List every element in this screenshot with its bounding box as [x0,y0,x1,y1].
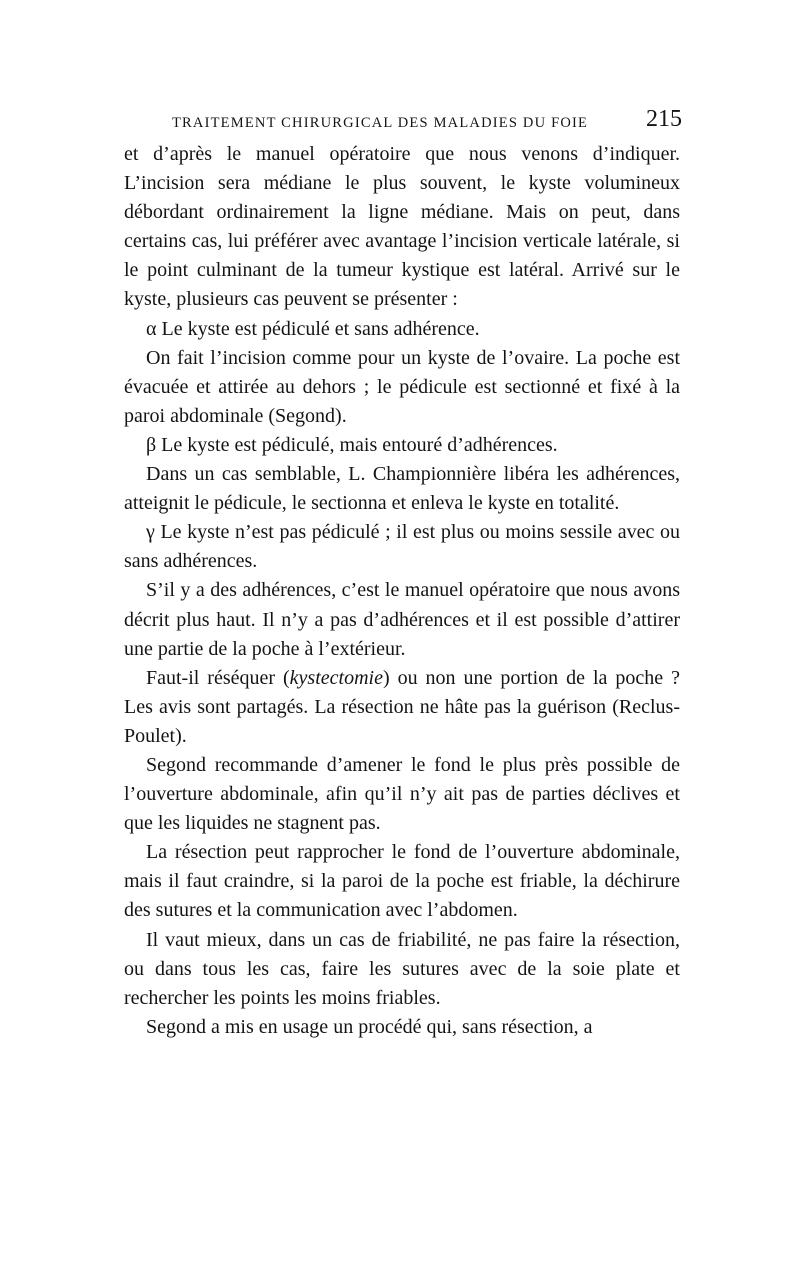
paragraph: S’il y a des adhérences, c’est le manuel opératoire que nous avons décrit plus haut. Il n’y a pas d’adhérences et il est possible d’attirer une partie de la poche à l’extérieur. [124,579,680,660]
page-number: 215 [646,106,682,132]
case-alpha-heading: α Le kyste est pédiculé et sans adhérence. [146,317,480,340]
italic-term: kystectomie [289,666,383,689]
paragraph: Segond recommande d’amener le fond le plus près possible de l’ouverture abdominale, afin qu’il n’y ait pas de parties déclives et que les liquides ne stagnent pas. [124,753,680,835]
text-span: ) ou non une portion de la poche ? Les avis sont partagés. La résection ne hâte pas la guérison (Reclus-Poulet). [124,666,680,747]
case-gamma-heading: γ Le kyste n’est pas pédiculé ; il est plus ou moins sessile avec ou sans adhérences. [124,521,680,573]
paragraph-continuation: et d’après le manuel opératoire que nous venons d’indiquer. L’incision sera médiane le plus souvent, le kyste volumineux débordant ordinairement la ligne médiane. Mais on peut, dans certains cas, lui préférer avec avantage l’incision verticale latérale, si le point culminant de la tumeur kystique est latéral. Arrivé sur le kyste, plusieurs cas peuvent se présenter : [124,143,680,311]
text-span: Faut-il réséquer ( [146,666,290,689]
running-title: TRAITEMENT CHIRURGICAL DES MALADIES DU FOIE [172,115,589,131]
paragraph-kystectomie [124,664,680,751]
paragraph: La résection peut rapprocher le fond de l’ouverture abdominale, mais il faut craindre, si la paroi de la poche est friable, la déchirure des sutures et la communication avec l’abdomen. [124,841,680,922]
paragraph: On fait l’incision comme pour un kyste de l’ovaire. La poche est évacuée et attirée au dehors ; le pédicule est sectionné et fixé à la paroi abdominale (Segond). [124,346,680,427]
paragraph: Dans un cas semblable, L. Championnière libéra les adhérences, atteignit le pédicule, le sectionna et enleva le kyste en totalité. [124,463,680,515]
case-beta-heading: β Le kyste est pédiculé, mais entouré d’adhérences. [146,433,558,456]
body-text [124,140,680,1042]
paragraph: Il vaut mieux, dans un cas de friabilité, ne pas faire la résection, ou dans tous les cas, faire les sutures avec de la soie plate et rechercher les points les moins friables. [124,928,680,1009]
paragraph-last: Segond a mis en usage un procédé qui, sans résection, a [146,1015,593,1038]
running-head [172,106,682,136]
